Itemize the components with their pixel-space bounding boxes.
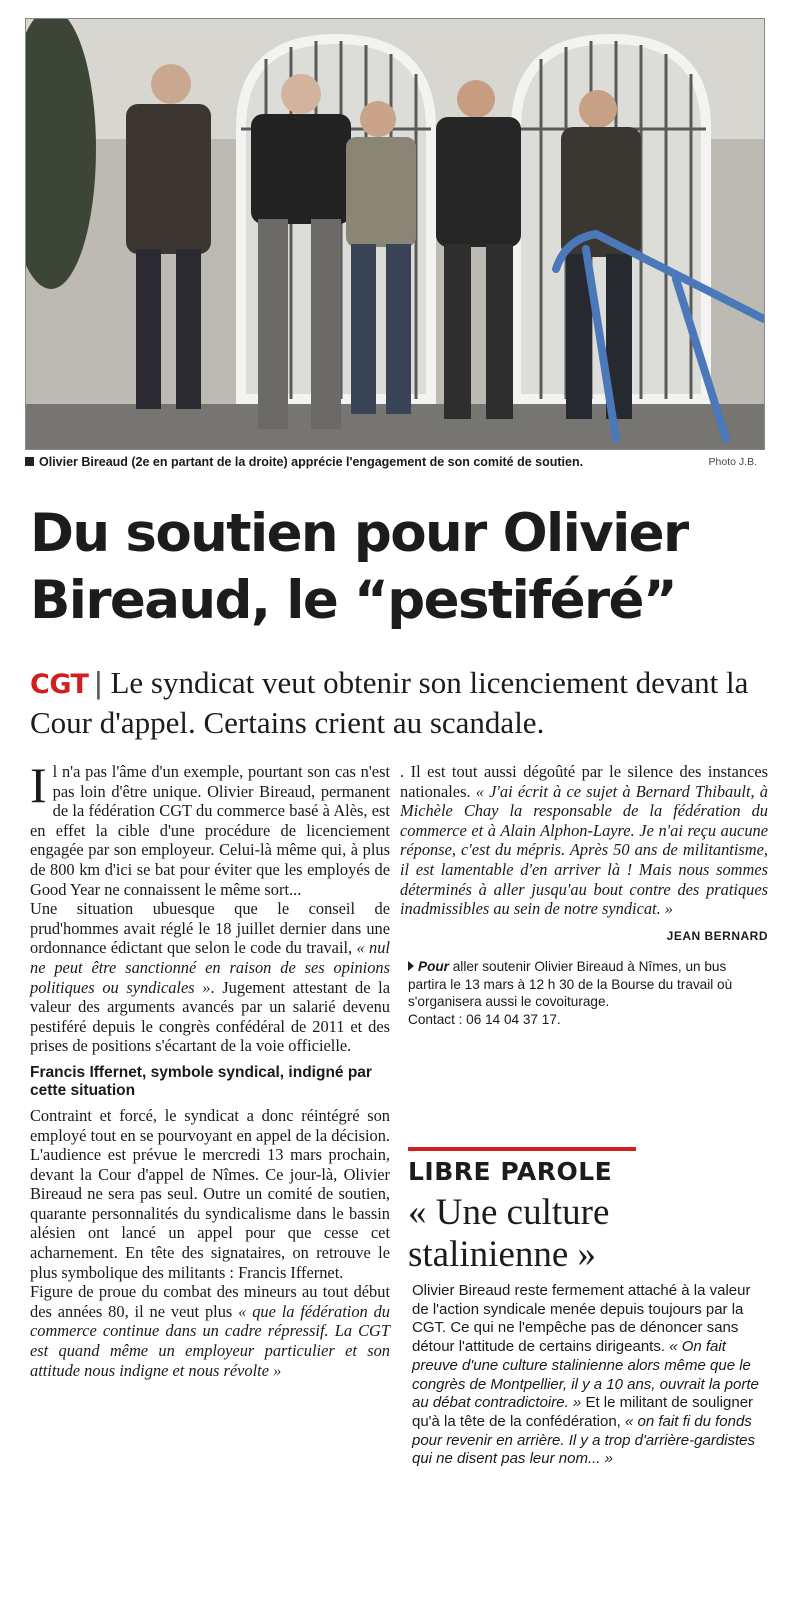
headline: Du soutien pour Olivier Bireaud, le “pestiféré”: [30, 503, 688, 631]
dropcap: I: [30, 757, 47, 813]
section-tag: CGT: [30, 669, 89, 700]
caption-text: Olivier Bireaud (2e en partant de la droite) apprécie l'engagement de son comité de soutien.: [39, 455, 584, 469]
libre-parole-kicker: LIBRE PAROLE: [408, 1157, 613, 1186]
article-column-left: [30, 757, 390, 1380]
photo-caption: [25, 455, 765, 477]
libre-parole-title: « Une culture stalinienne »: [408, 1192, 610, 1275]
contact-line: Contact : 06 14 04 37 17.: [408, 1011, 561, 1027]
paragraph-1: Il n'a pas l'âme d'un exemple, pourtant son cas n'est pas loin d'être unique. Olivier Bireaud, permanent de la fédération CGT du commerce basé à Alès, est en effet la cible d'une procédure de licenciement engagée par son employeur. Celui-là même qui, à plus de 800 km d'ici se bat pour éviter que les employés de Good Year ne connaissent le même sort...: [30, 757, 390, 899]
arrow-icon: [408, 961, 414, 971]
deck-text: Le syndicat veut obtenir son licenciement devant la Cour d'appel. Certains crient au scandale.: [30, 665, 749, 740]
libre-parole-rule: [408, 1147, 636, 1151]
group-photo-icon: [26, 19, 764, 449]
article-photo: [25, 18, 765, 450]
photo-credit: Photo J.B.: [708, 456, 757, 468]
practical-info: Pour aller soutenir Olivier Bireaud à Nîmes, un bus partira le 13 mars à 12 h 30 de la Bourse du travail où s'organisera aussi le covoiturage. Contact : 06 14 04 37 17.: [408, 959, 733, 1027]
libre-parole-body: Olivier Bireaud reste fermement attaché à la valeur de l'action syndicale menée depuis toujours par la CGT. Ce qui ne l'empêche pas de dénoncer sans détour l'attitude de certains dirigeants. « On fait preuve d'une culture stalinienne alors même que le congrès de Montpellier, il y a 10 ans, ouvrait la porte au débat contradictoire. » Et le militant de souligner qu'à la tête de la confédération, « on fait fi du fonds pour revenir en arrière. Il y a trop d'arrière-gardistes qui ne disent pas leur nom... »: [412, 1282, 759, 1468]
paragraph-4: Figure de proue du combat des mineurs au tout début des années 80, il ne veut plus « que la fédération du commerce continue dans un cadre répressif. La CGT est quand même un employeur particulier et son attitude nous indigne et nous révolte »: [30, 1282, 390, 1380]
deck: CGT | Le syndicat veut obtenir son licenciement devant la Cour d'appel. Certains crient au scandale.: [30, 665, 749, 740]
article-column-right: [400, 762, 768, 1028]
byline: JEAN BERNARD: [666, 928, 768, 943]
paragraph-2: Une situation ubuesque que le conseil de prud'hommes avait réglé le 18 juillet dernier dans une ordonnance édictant que selon le code du travail, « nul ne peut être sanctionné en raison de ses opinions politiques ou syndicales ». Jugement attestant de la valeur des arguments avancés par un salarié devenu pestiféré depuis le congrès confédéral de 2011 et des prises de positions s'écartant de la voie officielle.: [30, 899, 390, 1056]
caption-bullet-icon: [25, 457, 34, 466]
paragraph-5: . Il est tout aussi dégoûté par le silence des instances nationales. « J'ai écrit à ce sujet à Bernard Thibault, à Michèle Chay la responsable de la fédération du commerce et à Alain Alphon-Layre. Je n'ai reçu aucune réponse, c'est du mépris. Après 50 ans de militantisme, il est lamentable d'en arriver là ! Mais nous sommes déterminés à aller jusqu'au bout contre des pratiques inadmissibles au sein de notre syndicat. »: [400, 762, 768, 919]
subhead: Francis Iffernet, symbole syndical, indigné par cette situation: [30, 1063, 372, 1099]
paragraph-3: Contraint et forcé, le syndicat a donc réintégré son employé tout en se pourvoyant en appel de la décision. L'audience est prévue le mercredi 13 mars prochain, devant la Cour d'appel de Nîmes. Ce jour-là, Olivier Bireaud ne sera pas seul. Outre un comité de soutien, quarante personnalités du syndicalisme dans le bassin alésien ont lancé un appel pour que cesse cet acharnement. En tête des signataires, on retrouve le plus symbolique des militants : Francis Iffernet.: [30, 1105, 390, 1282]
